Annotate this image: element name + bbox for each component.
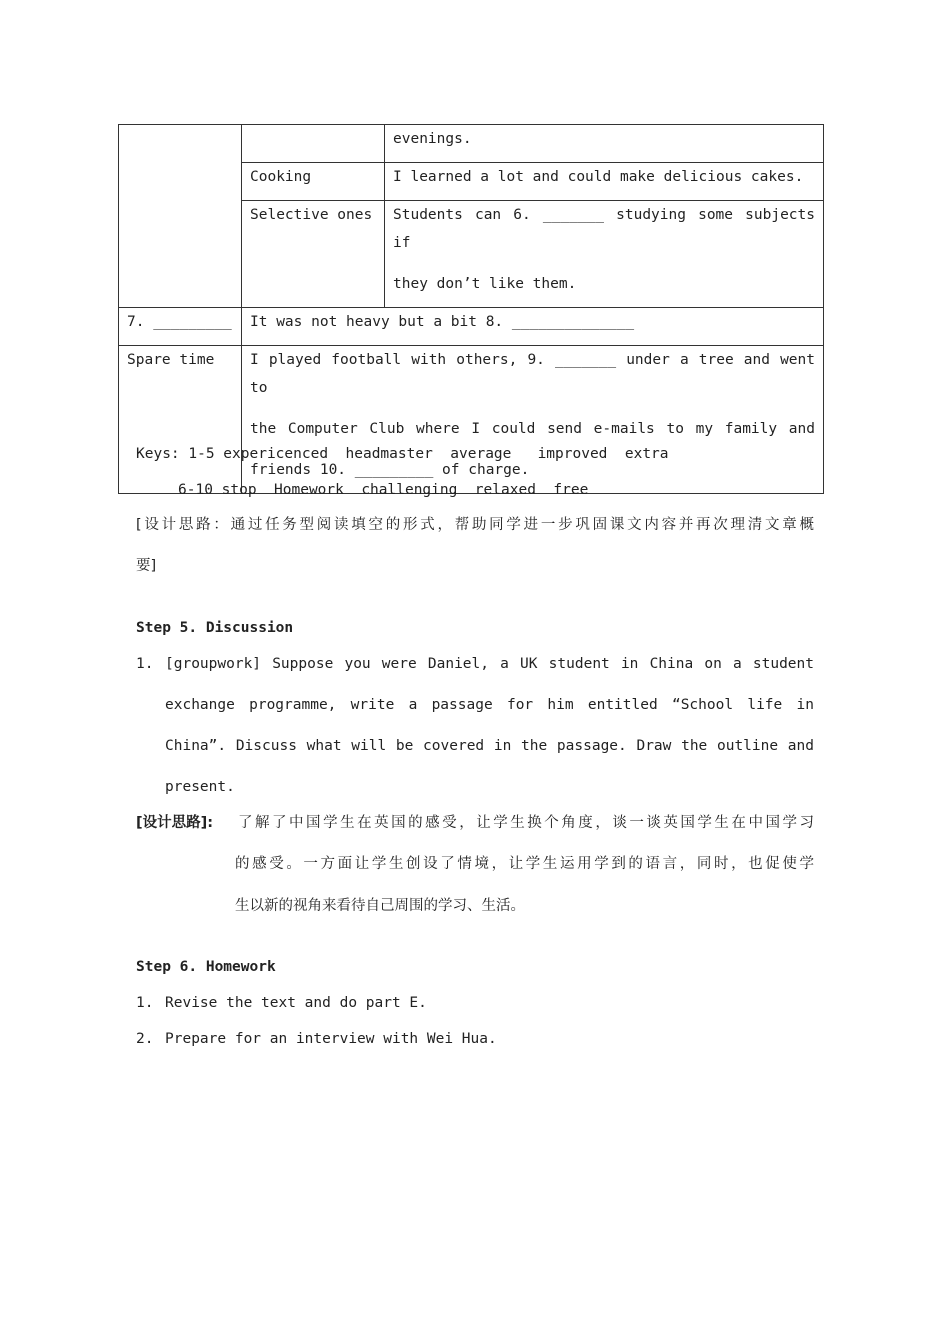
table-cell: Spare time	[119, 346, 242, 494]
table-cell: I learned a lot and could make delicious cakes.	[385, 163, 824, 201]
table-cell-line: the Computer Club where I could send e-mails to my family and	[250, 421, 815, 437]
step6-heading: Step 6. Homework	[136, 959, 276, 975]
table-cell: Selective ones	[242, 201, 385, 308]
design-note-2-label: [设计思路]:	[136, 815, 214, 831]
design-note-1-line-1: [设计思路：通过任务型阅读填空的形式，帮助同学进一步巩固课文内容并再次理清文章概	[136, 517, 814, 533]
step6-item-number: 1.	[136, 995, 154, 1011]
table-cell	[385, 201, 824, 308]
step5-heading: Step 5. Discussion	[136, 620, 294, 636]
step5-line: China”. Discuss what will be covered in the passage. Draw the outline and	[165, 738, 814, 754]
table-cell: evenings.	[385, 125, 824, 163]
table-cell-line: Students can 6. _______ studying some subjects if	[393, 207, 815, 251]
table-row	[119, 125, 824, 163]
step6-item-number: 2.	[136, 1031, 154, 1047]
step6-item-text: Revise the text and do part E.	[165, 995, 427, 1011]
table-cell	[242, 346, 824, 494]
table-row	[119, 346, 824, 494]
step6-item-text: Prepare for an interview with Wei Hua.	[165, 1031, 497, 1047]
table-cell	[119, 125, 242, 308]
keys-line-1: Keys: 1-5 expericenced headmaster average improved extra	[136, 446, 669, 462]
table-cell: 7. _________	[119, 308, 242, 346]
table-cell-line: they don’t like them.	[393, 276, 577, 292]
keys-line-2: 6-10 stop Homework challenging relaxed free	[178, 482, 589, 498]
table-cell: It was not heavy but a bit 8. ______________	[242, 308, 824, 346]
step5-line: exchange programme, write a passage for him entitled “School life in	[165, 697, 814, 713]
design-note-2-line-1: 了解了中国学生在英国的感受，让学生换个角度，谈一谈英国学生在中国学习	[238, 815, 814, 831]
task-reading-table	[118, 124, 824, 494]
step5-line: [groupwork] Suppose you were Daniel, a UK student in China on a student	[165, 656, 814, 672]
table-cell-line: friends 10. _________ of charge.	[250, 462, 530, 478]
table-cell: Cooking	[242, 163, 385, 201]
design-note-2-line-2: 的感受。一方面让学生创设了情境，让学生运用学到的语言，同时，也促使学	[235, 856, 814, 872]
table-cell-line: I played football with others, 9. _______ under a tree and went to	[250, 352, 815, 396]
table-row	[119, 308, 824, 346]
table-cell	[242, 125, 385, 163]
design-note-2-line-3: 生以新的视角来看待自己周围的学习、生活。	[235, 898, 525, 914]
design-note-1-line-2: 要]	[136, 558, 157, 574]
step5-line: present.	[165, 779, 235, 795]
step5-item-number: 1.	[136, 656, 154, 672]
